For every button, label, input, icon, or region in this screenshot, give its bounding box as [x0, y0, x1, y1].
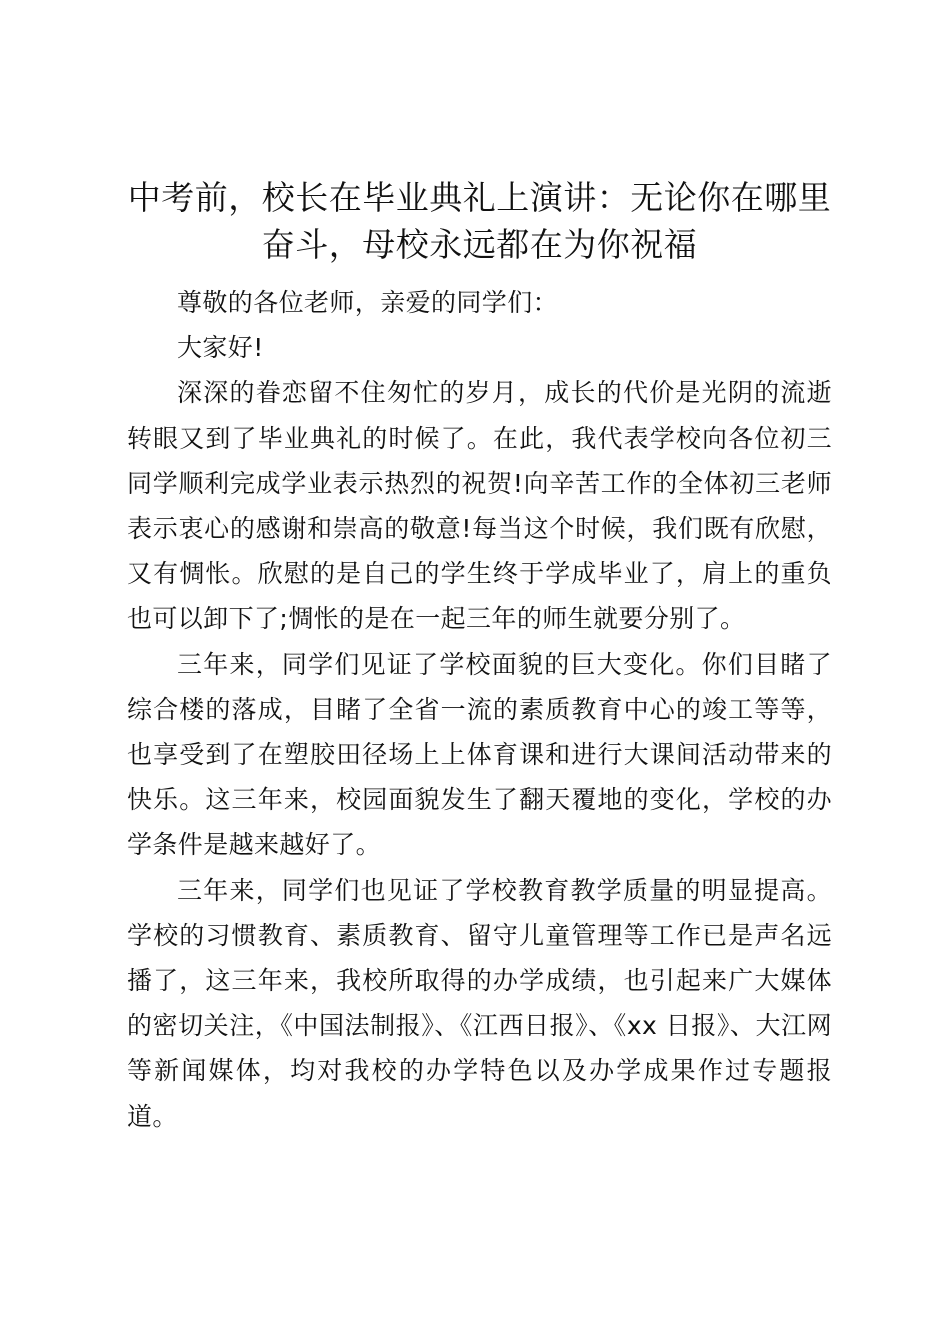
paragraph: 三年来，同学们见证了学校面貌的巨大变化。你们目睹了综合楼的落成，目睹了全省一流的素质教育中心的竣工等等，也享受到了在塑胶田径场上上体育课和进行大课间活动带来的快乐。这三年来，校园面貌发生了翻天覆地的变化，学校的办学条件是越来越好了。: [127, 649, 832, 860]
salutation: 尊敬的各位老师，亲爱的同学们：: [177, 288, 559, 317]
document-body: [127, 280, 832, 1139]
document-page: [127, 174, 832, 1139]
paragraph: 三年来，同学们也见证了学校教育教学质量的明显提高。学校的习惯教育、素质教育、留守儿童管理等工作已是声名远播了，这三年来，我校所取得的办学成绩，也引起来广大媒体的密切关注，《中国法制报》、《江西日报》、《xx 日报》、大江网等新闻媒体，均对我校的办学特色以及办学成果作过专题报道。: [127, 875, 832, 1131]
paragraph: 深深的眷恋留不住匆忙的岁月，成长的代价是光阴的流逝转眼又到了毕业典礼的时候了。在此，我代表学校向各位初三同学顺利完成学业表示热烈的祝贺!向辛苦工作的全体初三老师表示衷心的感谢和崇高的敬意!每当这个时候，我们既有欣慰，又有惆怅。欣慰的是自己的学生终于学成毕业了，肩上的重负也可以卸下了;惆怅的是在一起三年的师生就要分别了。: [127, 378, 832, 634]
document-title: 中考前，校长在毕业典礼上演讲：无论你在哪里奋斗，母校永远都在为你祝福: [127, 178, 832, 264]
greeting: 大家好!: [177, 333, 264, 363]
